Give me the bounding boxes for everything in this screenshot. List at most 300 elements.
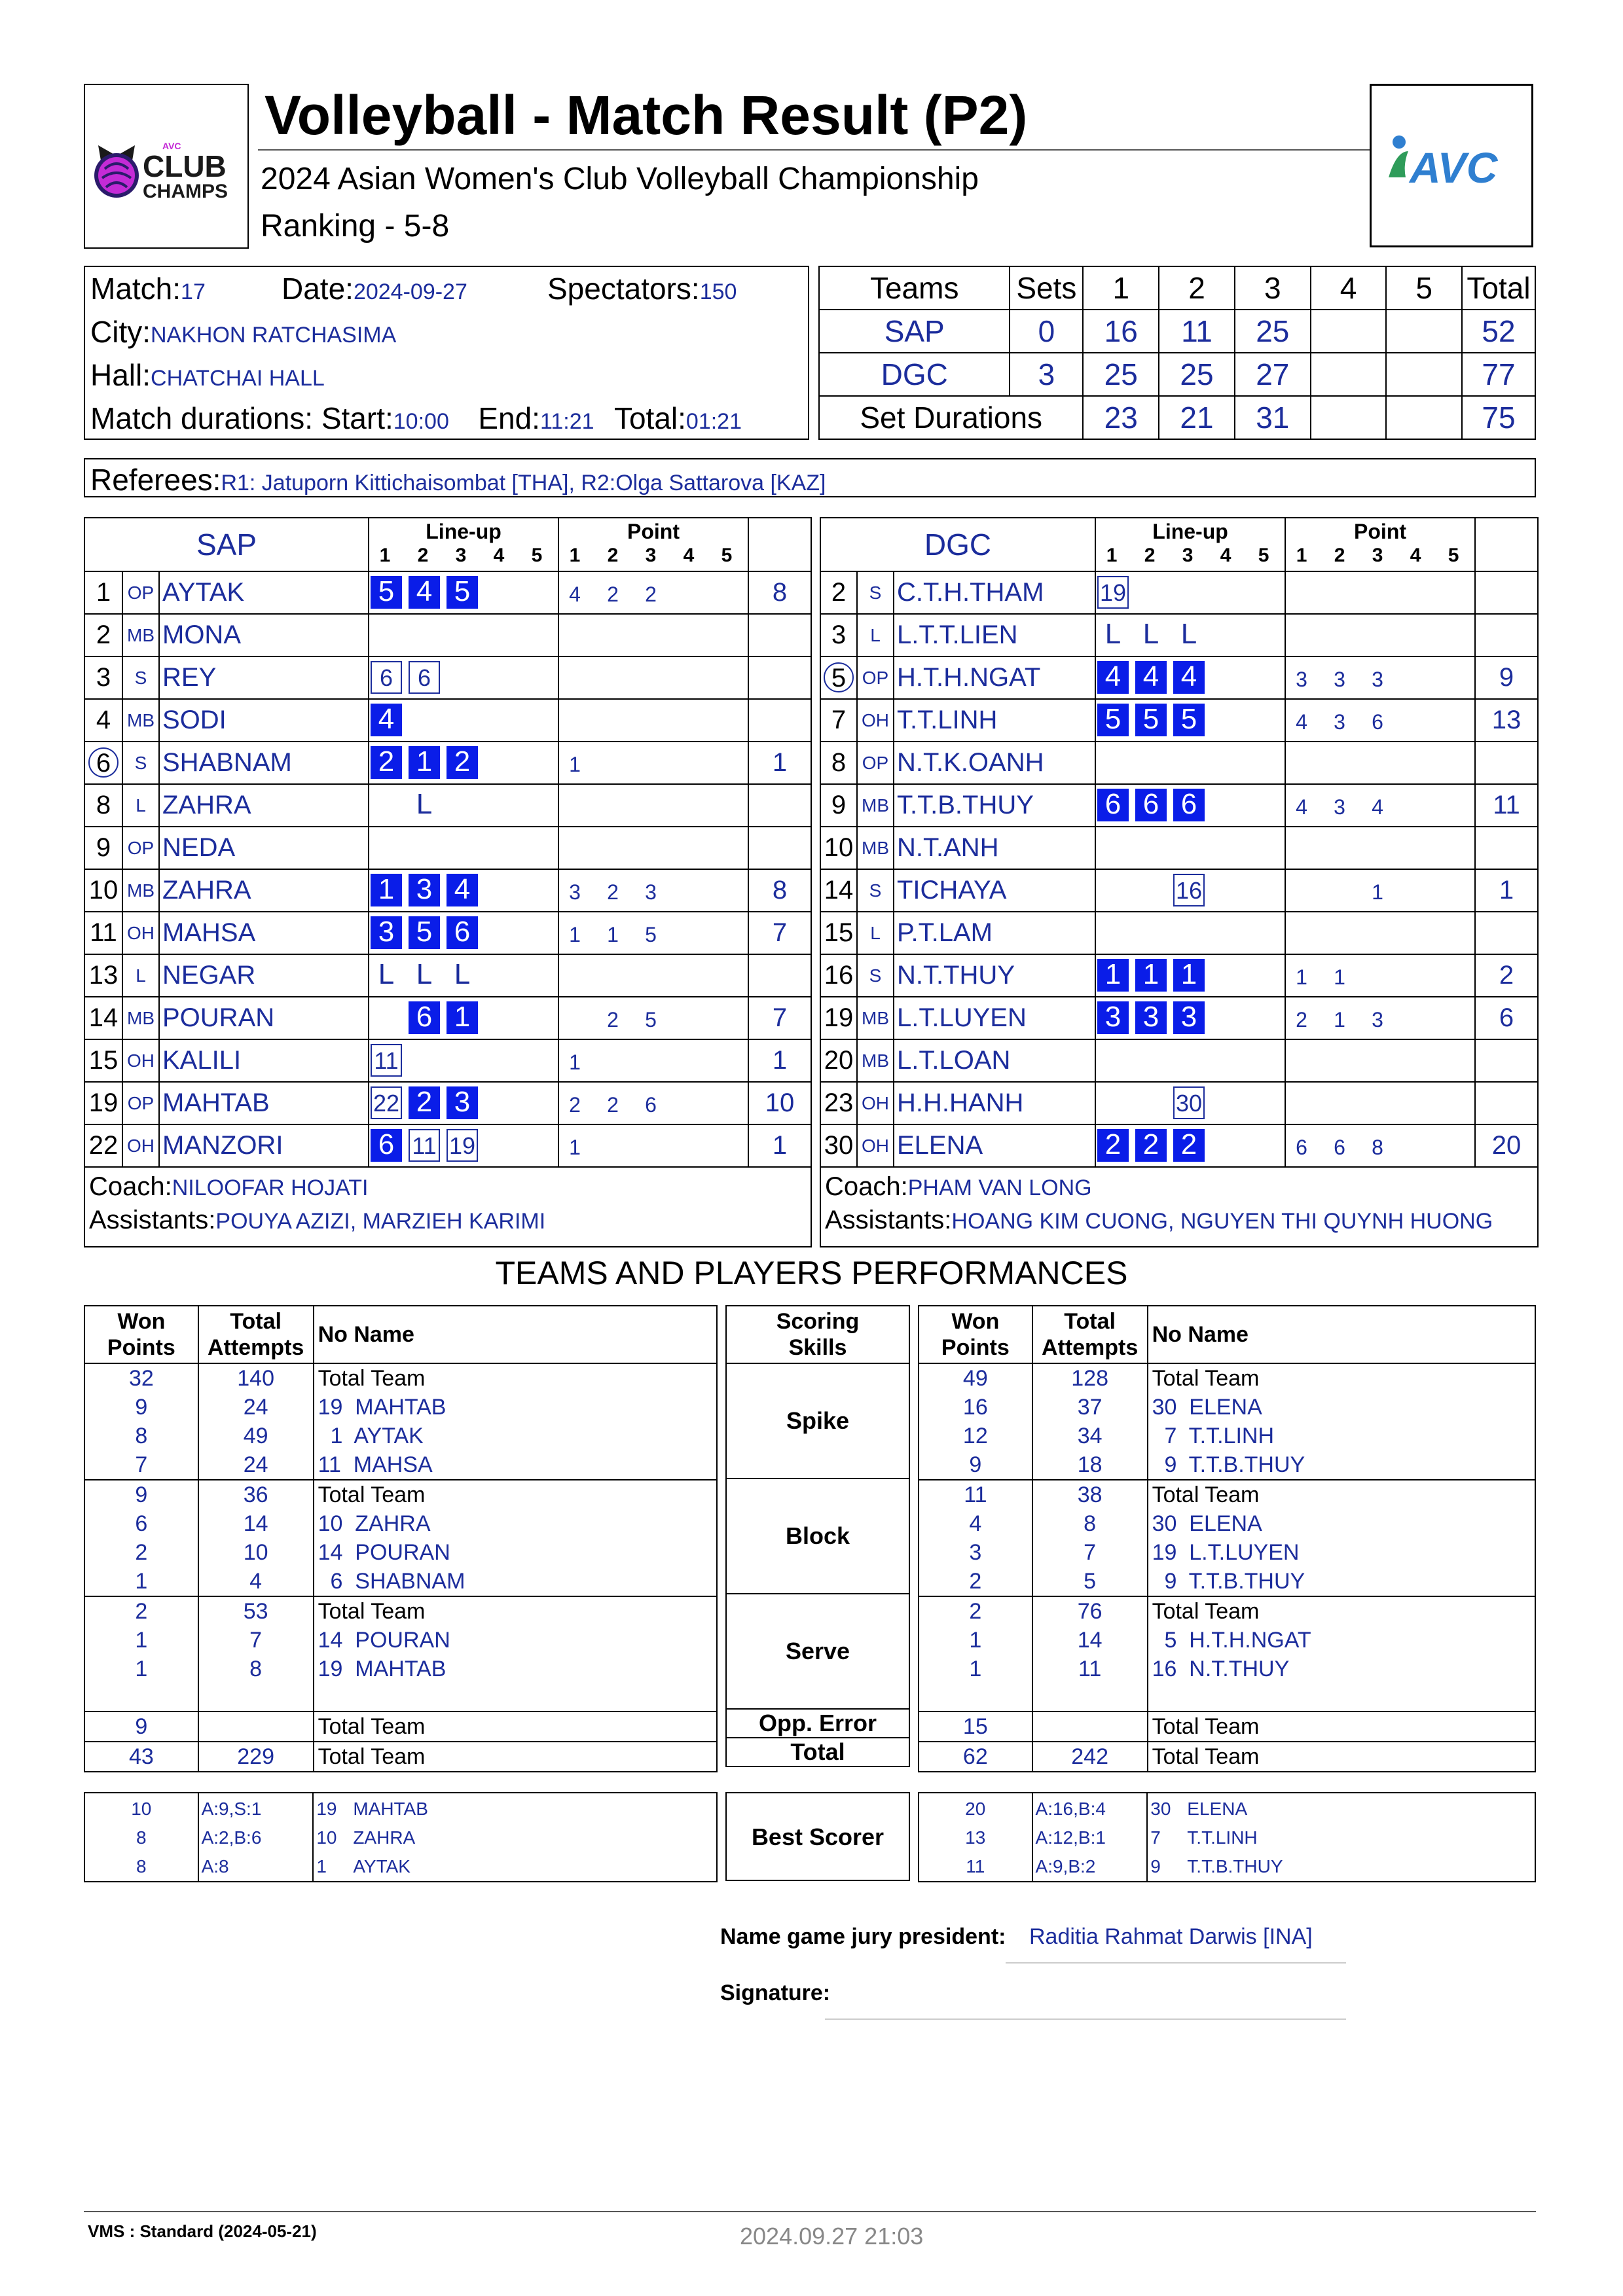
player-names-cell — [1148, 1480, 1535, 1596]
won-points: 1 — [969, 1628, 982, 1653]
attempts-cell — [1032, 1596, 1148, 1712]
city-label: City: — [90, 315, 151, 349]
spectators-count: 150 — [699, 279, 737, 304]
player-number — [820, 699, 857, 742]
set-number: 3 — [645, 545, 657, 566]
player-total — [1475, 1039, 1538, 1082]
assistants-name: HOANG KIM CUONG, NGUYEN THI QUYNH HUONG — [951, 1209, 1493, 1234]
player-row — [84, 1082, 811, 1124]
player-number-text: 4 — [96, 706, 111, 734]
best-scorer-label: Best Scorer — [751, 1823, 884, 1850]
best-points-cell — [84, 1793, 198, 1882]
player-name: C.T.H.THAM — [894, 571, 1095, 614]
lineup-position: 6 — [371, 1129, 402, 1162]
player-number — [820, 784, 857, 827]
player-total: 11 — [1475, 784, 1538, 827]
player-total — [1475, 827, 1538, 869]
player-name: ZAHRA — [159, 784, 369, 827]
player-position: OH — [857, 1082, 894, 1124]
player-number — [820, 1124, 857, 1167]
set-duration: 31 — [1235, 396, 1311, 439]
player-number — [84, 571, 122, 614]
player-points — [1285, 614, 1475, 656]
player-number — [820, 571, 857, 614]
player-name: Total Team — [1148, 1742, 1535, 1772]
footer-rule — [84, 2211, 1536, 2212]
won-points-header-text: Won Points — [941, 1309, 1010, 1360]
player-row — [84, 1039, 811, 1082]
attempts: 34 — [1077, 1424, 1103, 1448]
player-position: L — [122, 784, 159, 827]
player-position: MB — [857, 997, 894, 1039]
player-number — [84, 699, 122, 742]
player-number — [820, 869, 857, 912]
score-team: DGC — [819, 353, 1010, 396]
player-position: MB — [122, 614, 159, 656]
set-number: 4 — [1410, 545, 1421, 566]
lineup-position: 3 — [1135, 1001, 1167, 1034]
player-number-text: 9 — [831, 791, 847, 819]
avc-logo-text: AVC — [1410, 143, 1498, 192]
start-time: 10:00 — [393, 409, 449, 434]
player-total: 9 — [1475, 656, 1538, 699]
player-total: 1 — [748, 742, 811, 784]
best-breakdown — [202, 1795, 313, 1823]
player-position: L — [122, 954, 159, 997]
lineup-header — [1095, 518, 1285, 571]
player-position: S — [122, 656, 159, 699]
score-header: 2 — [1159, 266, 1235, 310]
logo-club-text: CLUB — [143, 149, 227, 183]
lineup-position: 30 — [1173, 1086, 1205, 1119]
player-points — [1285, 1039, 1475, 1082]
set-number: 3 — [1182, 545, 1194, 566]
skill-row — [726, 1479, 909, 1594]
coach-name: PHAM VAN LONG — [907, 1175, 1092, 1200]
best-scorer-team-b — [918, 1792, 1536, 1882]
lineup-position: 6 — [1173, 789, 1205, 821]
best-points — [919, 1852, 1032, 1881]
score-team: SAP — [819, 310, 1010, 353]
player-position: MB — [122, 699, 159, 742]
player-points — [1285, 784, 1475, 827]
player-number — [84, 997, 122, 1039]
player-total — [748, 784, 811, 827]
player-name: Total Team — [318, 1366, 426, 1391]
attempts: 128 — [1071, 1366, 1108, 1391]
signature-line — [825, 2018, 1346, 2020]
best-player-cell — [313, 1793, 717, 1882]
player-row — [820, 571, 1538, 614]
player-position: S — [122, 742, 159, 784]
set-points: 4 — [1296, 795, 1307, 819]
player-name: ELENA — [894, 1124, 1095, 1167]
player-name: 14 POURAN — [318, 1628, 450, 1653]
player-number-text: 7 — [831, 706, 847, 734]
player-number-text: 9 — [96, 833, 111, 862]
set-points: 5 — [645, 1008, 657, 1031]
player-lineup — [369, 1082, 558, 1124]
lineup-position: 5 — [409, 916, 440, 949]
score-header: 3 — [1235, 266, 1311, 310]
player-number — [84, 1039, 122, 1082]
best-breakdown — [1036, 1852, 1147, 1881]
player-name: ZAHRA — [159, 869, 369, 912]
set-points: 1 — [569, 1136, 581, 1159]
skills-header-text: Scoring Skills — [776, 1309, 860, 1360]
set-number: 2 — [1334, 545, 1345, 566]
best-points-text: 10 — [131, 1799, 152, 1819]
best-player-number: 19 — [316, 1799, 337, 1819]
won-points: 12 — [962, 1424, 988, 1448]
score-set-3: 25 — [1235, 310, 1311, 353]
lineup-position: 2 — [447, 746, 478, 779]
player-lineup — [369, 1039, 558, 1082]
best-player — [1150, 1852, 1535, 1881]
player-names-cell — [1148, 1596, 1535, 1712]
won-points-cell — [84, 1596, 198, 1712]
won-points-cell — [84, 1480, 198, 1596]
won-points: 62 — [919, 1742, 1032, 1772]
won-points: 2 — [969, 1569, 982, 1594]
player-row — [84, 656, 811, 699]
player-points — [558, 1124, 748, 1167]
set-duration-total: 75 — [1462, 396, 1535, 439]
player-lineup — [1095, 1039, 1285, 1082]
player-row — [820, 784, 1538, 827]
best-points-cell — [919, 1793, 1032, 1882]
set-points: 4 — [1296, 710, 1307, 734]
player-name: 30 ELENA — [1152, 1511, 1262, 1536]
player-row — [820, 742, 1538, 784]
player-total: 1 — [748, 1039, 811, 1082]
set-number: 4 — [1220, 545, 1231, 566]
player-name: N.T.THUY — [894, 954, 1095, 997]
player-row — [820, 699, 1538, 742]
signature-label: Signature: — [720, 1981, 831, 2005]
team-name: DGC — [820, 518, 1095, 571]
player-number — [84, 784, 122, 827]
player-total: 20 — [1475, 1124, 1538, 1167]
set-number: 2 — [1144, 545, 1156, 566]
lineup-position: 19 — [1097, 576, 1129, 609]
match-info-box — [84, 266, 809, 440]
player-number-text: 14 — [88, 1003, 119, 1032]
player-points — [558, 656, 748, 699]
player-points — [558, 571, 748, 614]
player-points — [1285, 869, 1475, 912]
player-number-text: 19 — [88, 1088, 119, 1117]
won-points: 4 — [969, 1511, 982, 1536]
player-row — [820, 614, 1538, 656]
player-position: OH — [857, 699, 894, 742]
lineup-position: 4 — [1097, 661, 1129, 694]
player-points — [558, 869, 748, 912]
won-points: 1 — [135, 1569, 148, 1594]
player-position: MB — [857, 784, 894, 827]
player-lineup — [1095, 1082, 1285, 1124]
skills-column — [725, 1305, 910, 1767]
set-number: 4 — [683, 545, 695, 566]
score-set-5 — [1386, 353, 1462, 396]
coach-cell — [84, 1167, 811, 1206]
player-total: 1 — [748, 1124, 811, 1167]
best-breakdown-text: A:8 — [201, 1856, 229, 1876]
set-number: 1 — [569, 545, 581, 566]
player-name: MANZORI — [159, 1124, 369, 1167]
player-position: MB — [857, 1039, 894, 1082]
player-lineup — [1095, 869, 1285, 912]
best-player-cell — [1147, 1793, 1535, 1882]
lineup-position: 16 — [1173, 874, 1205, 906]
player-name: L.T.T.LIEN — [894, 614, 1095, 656]
lineup-header-label: Line-up — [426, 520, 501, 543]
set-durations-row — [819, 396, 1535, 439]
player-points — [1285, 1082, 1475, 1124]
player-points — [1285, 997, 1475, 1039]
best-player-name: T.T.B.THUY — [1187, 1856, 1283, 1876]
set-points: 6 — [1334, 1136, 1345, 1159]
player-number — [820, 1082, 857, 1124]
best-points-text: 13 — [965, 1827, 986, 1848]
player-total — [748, 954, 811, 997]
set-number: 5 — [721, 545, 733, 566]
city-row — [90, 314, 396, 350]
set-points: 2 — [607, 1008, 619, 1031]
player-name: NEGAR — [159, 954, 369, 997]
player-points — [558, 954, 748, 997]
lineup-position: L — [1104, 618, 1122, 650]
total-label: Total: — [613, 401, 686, 435]
player-points — [1285, 954, 1475, 997]
player-name: 11 MAHSA — [318, 1452, 433, 1477]
left-logo-box — [84, 84, 249, 249]
best-points-text: 8 — [136, 1827, 147, 1848]
best-player-number: 9 — [1150, 1856, 1161, 1876]
player-points — [1285, 912, 1475, 954]
player-name: 19 L.T.LUYEN — [1152, 1540, 1300, 1565]
won-points: 1 — [969, 1657, 982, 1681]
player-name: KALILI — [159, 1039, 369, 1082]
player-number — [84, 912, 122, 954]
set-number: 5 — [531, 545, 543, 566]
score-sets: 3 — [1010, 353, 1083, 396]
won-points: 9 — [135, 1395, 148, 1420]
lineup-position: 5 — [1173, 704, 1205, 736]
match-number: 17 — [181, 279, 206, 304]
coach-label: Coach: — [89, 1172, 172, 1201]
player-row — [84, 997, 811, 1039]
lineup-position: 2 — [1097, 1129, 1129, 1162]
lineup-position: L — [1180, 618, 1197, 650]
player-position: OP — [122, 571, 159, 614]
set-points: 4 — [1372, 795, 1383, 819]
set-points: 3 — [1334, 710, 1345, 734]
attempts-header-text: Total Attempts — [207, 1309, 304, 1360]
attempts — [1032, 1712, 1148, 1742]
hall-row — [90, 357, 325, 393]
attempts: 53 — [243, 1599, 268, 1624]
player-number-text: 15 — [88, 1046, 119, 1075]
player-number — [84, 656, 122, 699]
player-number — [84, 827, 122, 869]
skill-row — [726, 1738, 909, 1767]
lineup-position: 11 — [409, 1129, 440, 1162]
attempts: 14 — [1077, 1628, 1103, 1653]
hall-label: Hall: — [90, 358, 151, 392]
date-label: Date: — [282, 272, 354, 306]
jury-president-label: Name game jury president: — [720, 1924, 1006, 1949]
performance-title: TEAMS AND PLAYERS PERFORMANCES — [495, 1255, 1128, 1291]
player-row — [84, 1124, 811, 1167]
best-breakdown — [1036, 1823, 1147, 1852]
skill-label: Serve — [726, 1594, 909, 1709]
player-row — [84, 699, 811, 742]
lineup-position: 3 — [409, 874, 440, 906]
skill-row — [726, 1594, 909, 1709]
score-set-2: 11 — [1159, 310, 1235, 353]
player-number — [84, 742, 122, 784]
score-header-row — [819, 266, 1535, 310]
lineup-position: 19 — [447, 1129, 478, 1162]
attempts-cell — [198, 1480, 314, 1596]
ranking-label: Ranking - 5-8 — [261, 209, 450, 243]
player-number-text: 10 — [824, 833, 854, 862]
best-points — [85, 1795, 198, 1823]
performance-team-a — [84, 1305, 718, 1772]
player-points — [1285, 1124, 1475, 1167]
end-time: 11:21 — [539, 409, 594, 434]
score-sets: 0 — [1010, 310, 1083, 353]
won-points: 9 — [969, 1452, 982, 1477]
player-total: 8 — [748, 571, 811, 614]
best-breakdown — [202, 1823, 313, 1852]
score-table — [818, 266, 1536, 440]
player-lineup — [1095, 656, 1285, 699]
lineup-position: 3 — [1097, 1001, 1129, 1034]
player-number-text: 19 — [824, 1003, 854, 1032]
player-number-text: 22 — [88, 1131, 119, 1160]
lineup-position: 2 — [1173, 1129, 1205, 1162]
score-header: 4 — [1311, 266, 1387, 310]
player-names-cell — [314, 1480, 717, 1596]
summary-row — [919, 1712, 1535, 1742]
won-points-header — [84, 1306, 198, 1363]
lineup-position: 1 — [1135, 959, 1167, 992]
attempts: 5 — [1084, 1569, 1097, 1594]
player-number — [820, 1039, 857, 1082]
set-points: 1 — [569, 753, 581, 776]
set-points: 3 — [1372, 1008, 1383, 1031]
player-name: L.T.LOAN — [894, 1039, 1095, 1082]
player-total: 7 — [748, 912, 811, 954]
won-points: 2 — [135, 1599, 148, 1624]
best-player-name: T.T.LINH — [1187, 1827, 1258, 1848]
player-name: Total Team — [1152, 1482, 1260, 1507]
won-points: 49 — [962, 1366, 988, 1391]
player-number-text: 2 — [96, 620, 111, 649]
best-scorer-row — [84, 1793, 717, 1882]
player-position: OH — [122, 1124, 159, 1167]
set-number: 5 — [1258, 545, 1269, 566]
name-header: No Name — [314, 1306, 717, 1363]
player-lineup — [369, 784, 558, 827]
player-name: P.T.LAM — [894, 912, 1095, 954]
best-scorer-row — [919, 1793, 1535, 1882]
score-header: Teams — [819, 266, 1010, 310]
score-header: Total — [1462, 266, 1535, 310]
player-lineup — [1095, 912, 1285, 954]
player-position: MB — [857, 827, 894, 869]
lineup-position: 5 — [1135, 704, 1167, 736]
player-number — [820, 742, 857, 784]
player-position: L — [857, 912, 894, 954]
player-points — [558, 1082, 748, 1124]
player-position: MB — [122, 997, 159, 1039]
won-points: 1 — [135, 1628, 148, 1653]
set-points: 8 — [1372, 1136, 1383, 1159]
won-points: 8 — [135, 1424, 148, 1448]
best-player-number: 30 — [1150, 1799, 1171, 1819]
player-name: POURAN — [159, 997, 369, 1039]
player-number-text: 8 — [96, 791, 111, 819]
player-row — [84, 827, 811, 869]
attempts: 14 — [243, 1511, 268, 1536]
player-name: 19 MAHTAB — [318, 1395, 447, 1420]
skill-label: Opp. Error — [726, 1709, 909, 1738]
attempts: 76 — [1077, 1599, 1103, 1624]
footer-version: VMS : Standard (2024-05-21) — [88, 2221, 317, 2241]
set-points: 6 — [645, 1093, 657, 1117]
player-points — [558, 912, 748, 954]
player-total: 2 — [1475, 954, 1538, 997]
player-number — [84, 1124, 122, 1167]
player-lineup — [369, 614, 558, 656]
player-row — [84, 869, 811, 912]
set-duration: 23 — [1083, 396, 1159, 439]
skills-header — [726, 1306, 909, 1363]
lineup-position: L — [378, 958, 395, 990]
set-number: 5 — [1448, 545, 1459, 566]
player-name: AYTAK — [159, 571, 369, 614]
lineup-header-row — [820, 518, 1538, 571]
player-number-text: 3 — [831, 620, 847, 649]
jury-president-line — [1006, 1962, 1346, 1964]
player-name: 14 POURAN — [318, 1540, 450, 1565]
won-points: 3 — [969, 1540, 982, 1565]
player-lineup — [1095, 784, 1285, 827]
player-number — [84, 614, 122, 656]
player-name: Total Team — [318, 1599, 426, 1624]
player-number-text: 14 — [824, 876, 854, 905]
match-label: Match: — [90, 272, 181, 306]
summary-row — [84, 1712, 717, 1742]
won-points: 43 — [84, 1742, 198, 1772]
durations-row — [90, 401, 742, 436]
set-points: 2 — [607, 1093, 619, 1117]
performance-team-b — [918, 1305, 1536, 1772]
player-points — [1285, 699, 1475, 742]
player-name: 9 T.T.B.THUY — [1152, 1452, 1305, 1477]
best-player-name: ZAHRA — [353, 1827, 416, 1848]
player-name: MAHTAB — [159, 1082, 369, 1124]
set-number: 1 — [1296, 545, 1307, 566]
lineup-position: 5 — [447, 576, 478, 609]
set-points: 6 — [1296, 1136, 1307, 1159]
set-number: 2 — [417, 545, 429, 566]
player-names-cell — [314, 1596, 717, 1712]
score-total: 52 — [1462, 310, 1535, 353]
